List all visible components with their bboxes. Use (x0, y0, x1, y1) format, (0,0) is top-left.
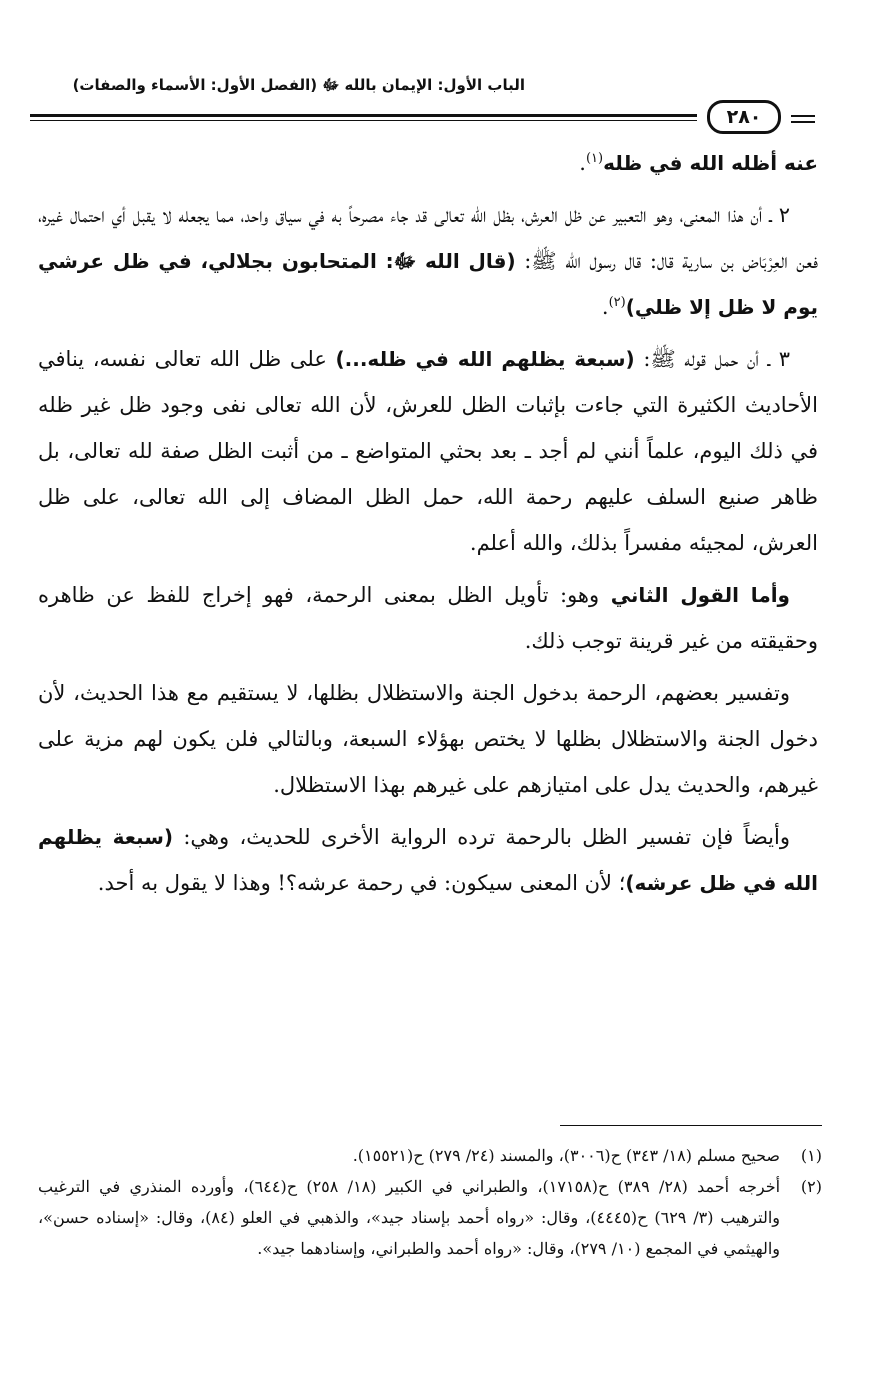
quote-bold: (قال الله ﷻ: المتحابون بجلالي، في ظل عرشي يوم لا ظل إلا ظلي) (38, 249, 818, 319)
paragraph-1: ٢ ـ أن هذا المعنى، وهو التعبير عن ظل العرش، بظل الله تعالى قد جاء مصرحاً به في سياق واحد، مما يجعله لا يقبل أي احتمال غيره، فعن العِرْبَاض بن سارية قال: قال رسول الله ﷺ: (قال الله ﷻ: المتحابون بجلالي، في ظل عرشي يوم لا ظل إلا ظلي)$^{(٢)}$. (38, 203, 819, 319)
paragraph-3 (38, 572, 818, 664)
quote-bold: (سبعة يظلهم الله في ظله...) (335, 347, 635, 371)
footnote-ref-1[interactable]: (١) (585, 151, 604, 166)
section-lead-bold: وأما القول الثاني (610, 583, 790, 607)
footnote-item (38, 1140, 822, 1171)
paragraph-4 (38, 670, 818, 808)
footnotes (38, 1140, 822, 1264)
paragraph-text: وهو: تأويل الظل بمعنى الرحمة، فهو إخراج للفظ عن ظاهره وحقيقته من غير قرينة توجب ذلك. (38, 583, 818, 653)
paragraph-text: ٣ ـ أن حمل قوله ﷺ: (634, 347, 790, 371)
paragraph-text: وأيضاً فإن تفسير الظل بالرحمة ترده الرواية الأخرى للحديث، وهي: (173, 825, 791, 849)
quote-bold: عنه أظله الله في ظله (603, 151, 818, 175)
main-text (38, 140, 818, 912)
footnote-item (38, 1171, 822, 1264)
paragraph-0: عنه أظله الله في ظله$^{(١)}$. (579, 151, 818, 175)
paragraph-text: على ظل الله تعالى نفسه، ينافي الأحاديث الكثيرة التي جاءت بإثبات الظل للعرش، لأن الله تعالى نفى وجود ظل غير ظله في ذلك اليوم، علماً أنني لم أجد ـ بعد بحثي المتواضع ـ من أثبت الظل صفة لله تعالى، بل ظاهر صنيع السلف عليهم رحمة الله، حمل الظل المضاف إلى الله تعالى، على ظل العرش، لمجيئه مفسراً بذلك، والله أعلم. (38, 347, 818, 555)
header-rule-right-top (791, 115, 815, 117)
quote-bold: (سبعة يظلهم الله في ظل عرشه) (38, 825, 818, 895)
header-rule-right-bottom (791, 121, 815, 123)
footnote-number: (٢) (800, 1177, 822, 1196)
header-rule-thin (30, 120, 697, 121)
paragraph-2 (38, 336, 818, 566)
page-header (30, 70, 815, 128)
paragraph-text: ٢ ـ أن هذا المعنى، وهو التعبير عن ظل العرش، بظل الله تعالى قد جاء مصرحاً به في سياق واحد، مما يجعله لا يقبل أي احتمال غيره، فعن العِرْبَاض بن سارية قال: قال رسول الله ﷺ: (38, 203, 819, 273)
footnote-ref-2[interactable]: (٢) (608, 295, 626, 310)
footnote-text: صحيح مسلم (١٨/ ٣٤٣) ح(٣٠٠٦)، والمسند (٢٤/ ٢٧٩) ح(١٥٥٢١). (352, 1146, 780, 1165)
paragraph-text: وتفسير بعضهم، الرحمة بدخول الجنة والاستظلال بظلها، لا يستقيم مع هذا الحديث، لأن دخول الجنة والاستظلال بظلها لا يختص بهؤلاء السبعة، وبالتالي فلن يكون لهم مزية على غيرهم، والحديث يدل على امتيازهم على غيرهم بهذا الاستظلال. (38, 681, 818, 797)
paragraph-text: ؛ لأن المعنى سيكون: في رحمة عرشه؟! وهذا لا يقول به أحد. (97, 871, 626, 895)
page-number: ٢٨٠ (707, 100, 781, 134)
running-title: الباب الأول: الإيمان بالله ﷻ (الفصل الأول: الأسماء والصفات) (72, 76, 525, 94)
footnote-text: أخرجه أحمد (٢٨/ ٣٨٩) ح(١٧١٥٨)، والطبراني في الكبير (١٨/ ٢٥٨) ح(٦٤٤)، وأورده المنذري في الترغيب والترهيب (٣/ ٦٢٩) ح(٤٤٤٥)، وقال: «رواه أحمد بإسناد جيد»، والذهبي في العلو (٨٤)، وقال: «إسناده حسن»، والهيثمي في المجمع (١٠/ ٢٧٩)، وقال: «رواه أحمد والطبراني، وإسنادهما جيد». (38, 1177, 781, 1258)
footnote-separator (560, 1125, 822, 1126)
footnote-number: (١) (800, 1146, 822, 1165)
header-rule-thick (30, 114, 697, 117)
paragraph-5 (38, 814, 818, 906)
